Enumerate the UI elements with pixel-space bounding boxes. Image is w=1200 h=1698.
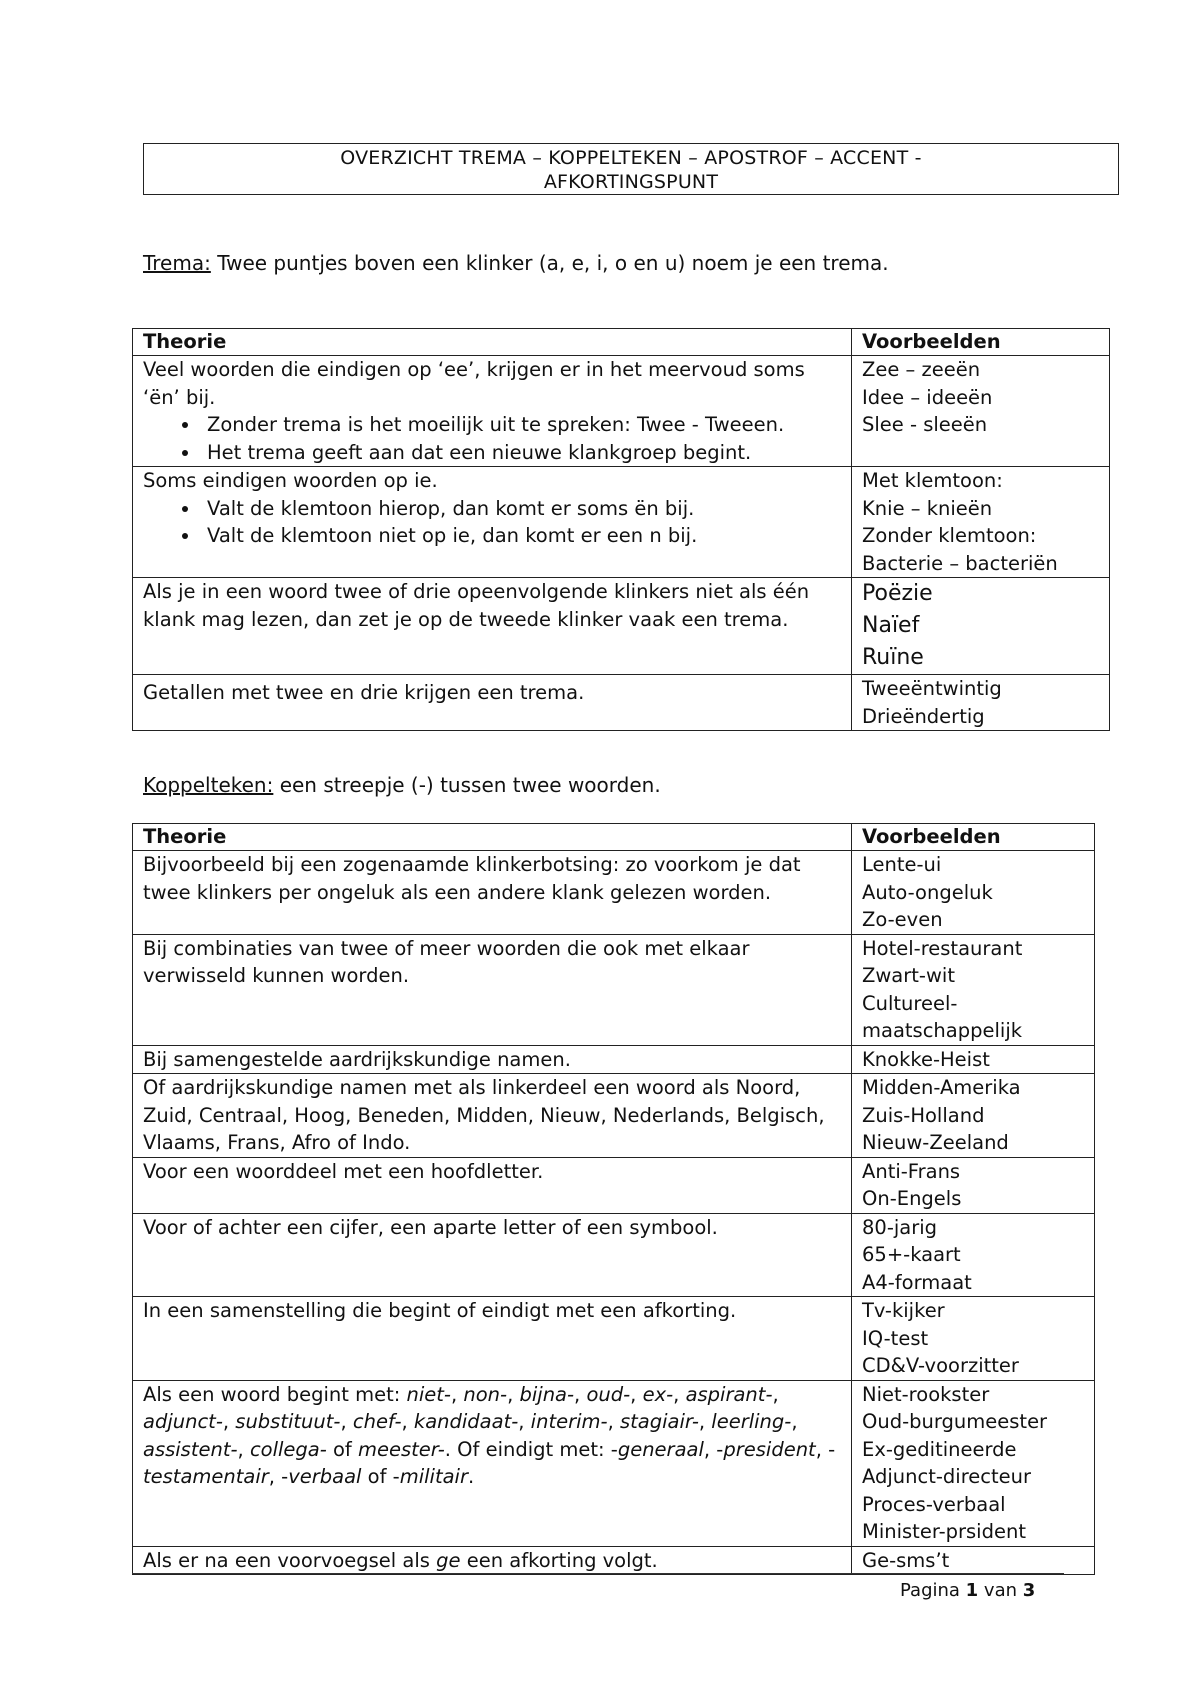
text-fragment: , (574, 1382, 587, 1406)
italic-term: president (723, 1437, 816, 1461)
table-header: Theorie (133, 329, 852, 356)
theory-cell (133, 578, 852, 675)
theory-cell (133, 851, 852, 935)
examples-cell (852, 1045, 1095, 1074)
theory-text: In een samenstelling die begint of eindigt met een afkorting. (143, 1299, 737, 1322)
table-row (133, 1074, 1095, 1158)
title-line-2: AFKORTINGSPUNT (543, 171, 719, 193)
table-row (133, 1157, 1095, 1213)
theory-cell (133, 1297, 852, 1381)
list-item: • Het trema geeft aan dat een nieuwe klankgroep begint. (201, 439, 845, 467)
italic-term: militair (399, 1465, 468, 1488)
example: Tweeëntwintig (862, 677, 1002, 700)
theory-text: Voor een woorddeel met een hoofdletter. (143, 1159, 544, 1183)
table-row (133, 851, 1095, 935)
example: Cultureel- (862, 991, 958, 1015)
theory-text: Als je in een woord twee of drie opeenvolgende klinkers niet als één klank mag lezen, dan zet je op de tweede klinker vaak een trema. (143, 580, 810, 631)
examples-cell (852, 1546, 1095, 1575)
example: Niet-rookster (862, 1382, 990, 1406)
italic-term: niet- (406, 1382, 451, 1406)
theory-text: Voor of achter een cijfer, een aparte letter of een symbool. (143, 1215, 718, 1239)
italic-term: interim- (530, 1410, 608, 1433)
page-footer (900, 1580, 1035, 1601)
page-number: 1 (965, 1580, 979, 1601)
example: Zonder klemtoon: (862, 524, 1037, 547)
example: On-Engels (862, 1187, 962, 1210)
example: Knokke-Heist (862, 1047, 990, 1071)
italic-term: ex- (642, 1382, 674, 1406)
italic-term: meester- (358, 1437, 445, 1461)
examples-cell (852, 356, 1110, 467)
document-title (143, 143, 1119, 195)
text-fragment: , (450, 1382, 464, 1406)
italic-term: leerling- (711, 1410, 792, 1433)
italic-term: non- (463, 1382, 508, 1406)
examples-cell (852, 1297, 1095, 1381)
example: Midden-Amerika (862, 1076, 1021, 1099)
example: Tv-kijker (862, 1299, 945, 1322)
koppelteken-definition: een streepje (-) tussen twee woorden. (273, 773, 661, 797)
theory-cell (133, 1074, 852, 1158)
italic-term: aspirant- (685, 1382, 773, 1406)
theory-text (143, 1547, 845, 1575)
italic-term: adjunct- (143, 1410, 223, 1433)
text-fragment: Als een woord begint met: (143, 1382, 407, 1406)
text-fragment: , - (703, 1437, 724, 1461)
theory-cell (133, 356, 852, 467)
italic-term: oud- (586, 1382, 631, 1406)
text-fragment: . (467, 1465, 475, 1488)
footer-divider (132, 1573, 1064, 1574)
bullet-list (143, 411, 845, 466)
italic-term: chef- (352, 1410, 402, 1433)
trema-label: Trema: (143, 251, 211, 275)
table-row (133, 1213, 1095, 1297)
theory-cell (133, 1045, 852, 1074)
example: A4-formaat (862, 1270, 972, 1294)
examples-cell (852, 1213, 1095, 1297)
theory-text: Soms eindigen woorden op ie. (143, 469, 438, 492)
text-fragment: , - (268, 1465, 289, 1488)
italic-term: stagiair- (619, 1410, 699, 1433)
theory-text: Bij combinaties van twee of meer woorden die ook met elkaar verwisseld kunnen worden. (143, 936, 750, 987)
example: Naïef (862, 613, 920, 638)
list-item: • Valt de klemtoon niet op ie, dan komt er een n bij. (201, 522, 845, 550)
theory-cell (133, 1546, 852, 1575)
table-row (133, 356, 1110, 467)
table-row (133, 1297, 1095, 1381)
table-row (133, 578, 1110, 675)
examples-cell (852, 1380, 1095, 1546)
table-header: Voorbeelden (852, 329, 1110, 356)
text-fragment: , (673, 1382, 686, 1406)
table-row (133, 467, 1110, 578)
theory-cell (133, 1380, 852, 1546)
example: Ruïne (862, 645, 924, 670)
trema-intro (143, 250, 889, 276)
text-fragment: Als er na een voorvoegsel als (143, 1548, 437, 1572)
koppelteken-label: Koppelteken: (143, 773, 274, 797)
text-fragment: of - (361, 1465, 400, 1488)
text-fragment: , (340, 1410, 353, 1433)
footer-middle: van (978, 1580, 1023, 1601)
text-fragment: , (791, 1410, 798, 1433)
example: Auto-ongeluk (862, 880, 993, 904)
example: maatschappelijk (862, 1019, 1023, 1042)
example: Nieuw-Zeeland (862, 1131, 1009, 1154)
table-header: Theorie (133, 824, 852, 851)
example: Zwart-wit (862, 964, 955, 987)
theory-cell (133, 467, 852, 578)
bullet-list (143, 495, 845, 550)
example: CD&V-voorzitter (862, 1354, 1019, 1377)
example: Proces-verbaal (862, 1492, 1006, 1516)
italic-term: assistent- (143, 1437, 238, 1461)
koppelteken-intro (143, 772, 661, 798)
theory-cell (133, 1213, 852, 1297)
text-fragment: een afkorting volgt. (460, 1548, 658, 1572)
table-row (133, 1380, 1095, 1546)
title-line-1: OVERZICHT TREMA – KOPPELTEKEN – APOSTROF – ACCENT - (340, 147, 922, 169)
examples-cell (852, 934, 1095, 1045)
theory-text: Veel woorden die eindigen op ‘ee’, krijgen er in het meervoud soms ‘ën’ bij. (143, 358, 805, 409)
text-fragment: , (507, 1382, 520, 1406)
theory-cell (133, 1157, 852, 1213)
example: Poëzie (862, 581, 933, 606)
examples-cell (852, 578, 1110, 675)
italic-term: ge (436, 1548, 461, 1572)
text-fragment: . Of eindigt met: - (444, 1437, 618, 1461)
italic-term: testamentair (143, 1465, 269, 1488)
example: Bacterie – bacteriën (862, 551, 1058, 575)
list-item: • Valt de klemtoon hierop, dan komt er soms ën bij. (201, 495, 845, 523)
examples-cell (852, 851, 1095, 935)
text-fragment: of (326, 1437, 358, 1461)
theory-text: Bijvoorbeeld bij een zogenaamde klinkerbotsing: zo voorkom je dat twee klinkers per ongeluk als een andere klank gelezen worden. (143, 853, 801, 904)
koppelteken-table (132, 823, 1095, 1575)
italic-term: verbaal (288, 1465, 362, 1488)
example: Idee – ideeën (862, 385, 993, 409)
italic-term: bijna- (519, 1382, 575, 1406)
example: 80-jarig (862, 1215, 938, 1239)
theory-text: Of aardrijkskundige namen met als linkerdeel een woord als Noord, Zuid, Centraal, Hoog, Beneden, Midden, Nieuw, Nederlands, Belgisch, Vlaams, Frans, Afro of Indo. (143, 1076, 825, 1154)
example: Zuis-Holland (862, 1103, 985, 1127)
table-row (133, 675, 1110, 731)
example: Oud-burgumeester (862, 1410, 1048, 1433)
text-fragment: , - (815, 1437, 836, 1461)
example: Anti-Frans (862, 1159, 961, 1183)
example: Lente-ui (862, 853, 942, 876)
text-fragment: , (518, 1410, 531, 1433)
page-total: 3 (1022, 1580, 1036, 1601)
example: Drieëndertig (862, 704, 985, 728)
theory-cell (133, 934, 852, 1045)
theory-cell (133, 675, 852, 731)
table-row (133, 1045, 1095, 1074)
trema-definition: Twee puntjes boven een klinker (a, e, i, o en u) noem je een trema. (210, 251, 889, 275)
text-fragment: , (401, 1410, 414, 1433)
table-row (133, 1546, 1095, 1575)
examples-cell (852, 467, 1110, 578)
example: Minister-prsident (862, 1520, 1026, 1543)
italic-term: kandidaat- (413, 1410, 519, 1433)
italic-term: generaal (617, 1437, 704, 1461)
examples-cell (852, 675, 1110, 731)
text-fragment: , (237, 1437, 250, 1461)
text-fragment: , (222, 1410, 236, 1433)
example: Adjunct-directeur (862, 1465, 1032, 1488)
example: Zo-even (862, 908, 943, 931)
example: Ex-geditineerde (862, 1437, 1017, 1461)
example: Met klemtoon: (862, 469, 1003, 492)
theory-text: Getallen met twee en drie krijgen een trema. (143, 681, 585, 704)
footer-prefix: Pagina (900, 1580, 966, 1601)
example: Ge-sms’t (862, 1548, 950, 1572)
example: IQ-test (862, 1326, 929, 1350)
example: Zee – zeeën (862, 358, 981, 381)
example: 65+-kaart (862, 1243, 961, 1266)
text-fragment: , (698, 1410, 712, 1433)
text-fragment: , (772, 1382, 779, 1406)
examples-cell (852, 1157, 1095, 1213)
examples-cell (852, 1074, 1095, 1158)
example: Knie – knieën (862, 496, 993, 520)
table-row (133, 934, 1095, 1045)
italic-term: collega- (249, 1437, 327, 1461)
text-fragment: , (630, 1382, 643, 1406)
italic-term: substituut- (235, 1410, 341, 1433)
example: Slee - sleeën (862, 413, 988, 436)
theory-text (143, 1381, 845, 1491)
example: Hotel-restaurant (862, 936, 1023, 960)
text-fragment: , (607, 1410, 620, 1433)
list-item: • Zonder trema is het moeilijk uit te spreken: Twee - Tweeen. (201, 411, 845, 439)
table-header: Voorbeelden (852, 824, 1095, 851)
trema-table (132, 328, 1110, 731)
theory-text: Bij samengestelde aardrijkskundige namen. (143, 1047, 571, 1071)
